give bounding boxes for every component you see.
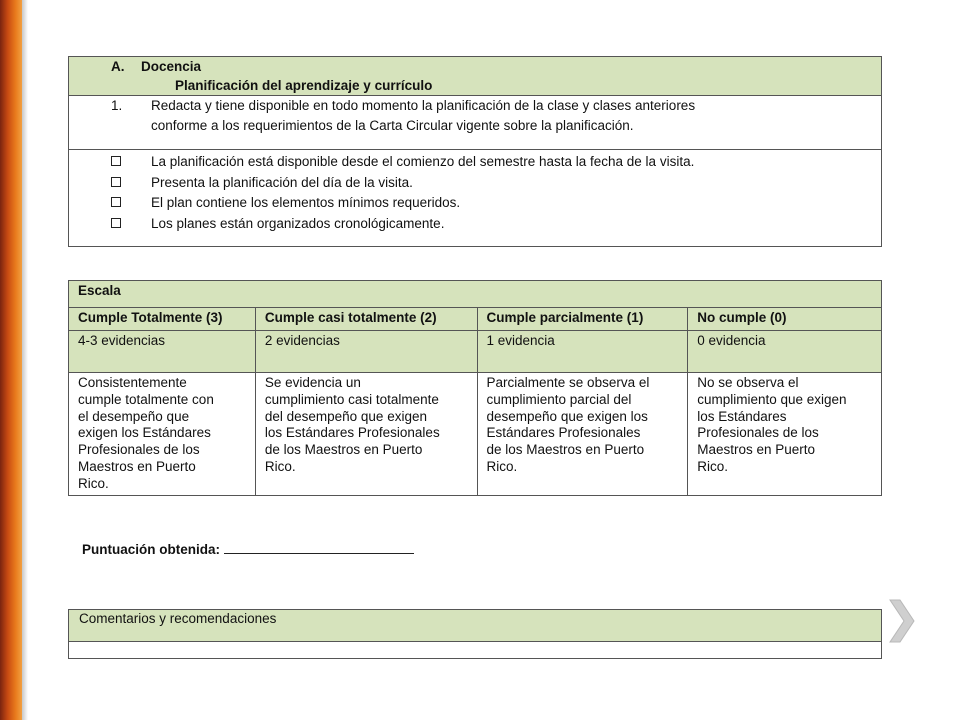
checklist-item: Presenta la planificación del día de la visita.: [151, 174, 413, 190]
description-cell: [255, 373, 477, 496]
description-line: los Estándares Profesionales: [264, 425, 440, 441]
checklist-cell: [69, 150, 882, 247]
section-letter: A.: [111, 59, 125, 74]
description-line: exigen los Estándares: [78, 425, 211, 441]
description-line: Maestros en Puerto: [697, 442, 816, 458]
description-line: Rico.: [486, 458, 518, 474]
description-line: cumplimiento casi totalmente: [264, 391, 439, 407]
section-header: [69, 57, 882, 96]
comments-label: Comentarios y recomendaciones: [69, 610, 882, 642]
side-bar-shadow: [22, 0, 28, 720]
description-line: cumplimiento parcial del: [486, 391, 632, 407]
description-line: cumple totalmente con: [78, 391, 214, 407]
description-line: Profesionales de los: [78, 442, 200, 458]
description-line: desempeño que exigen los: [486, 408, 648, 424]
section-title: Docencia: [141, 59, 202, 74]
description-line: Rico.: [78, 475, 109, 491]
checklist-item: La planificación está disponible desde el comienzo del semestre hasta la fecha de la visita.: [151, 154, 695, 169]
evidence-cell: 2 evidencias: [255, 331, 477, 373]
description-line: Maestros en Puerto: [78, 458, 196, 474]
checklist-item: Los planes están organizados cronológicamente.: [151, 215, 445, 231]
checklist-item: El plan contiene los elementos mínimos requeridos.: [151, 195, 461, 210]
score-blank-field[interactable]: [224, 541, 414, 554]
score-label: Puntuación obtenida:: [82, 542, 220, 557]
scale-header: No cumple (0): [688, 308, 882, 331]
description-line: el desempeño que: [78, 408, 190, 424]
evidence-cell: 0 evidencia: [688, 331, 882, 373]
description-line: Profesionales de los: [697, 425, 819, 441]
section-subtitle: Planificación del aprendizaje y currículo: [175, 78, 433, 93]
description-line: de los Maestros en Puerto: [486, 442, 645, 458]
decorative-side-bar: [0, 0, 22, 720]
scale-header: Cumple parcialmente (1): [477, 308, 688, 331]
score-line: [82, 541, 414, 557]
scale-header: Cumple Totalmente (3): [69, 308, 256, 331]
description-line: Parcialmente se observa el: [486, 375, 650, 390]
scale-title: Escala: [69, 281, 882, 308]
description-line: Se evidencia un: [264, 375, 361, 390]
chevron-right-icon[interactable]: [886, 596, 916, 646]
description-line: No se observa el: [697, 375, 799, 390]
description-line: cumplimiento que exigen: [697, 391, 847, 407]
evidence-cell: 4-3 evidencias: [69, 331, 256, 373]
description-line: Rico.: [697, 458, 728, 474]
description-cell: [477, 373, 688, 496]
comments-table: [68, 609, 882, 659]
scale-header: Cumple casi totalmente (2): [255, 308, 477, 331]
description-line: Estándares Profesionales: [486, 425, 641, 441]
description-line: los Estándares: [697, 408, 787, 424]
criterion-text-line-2: conforme a los requerimientos de la Carta Circular vigente sobre la planificación.: [151, 118, 634, 133]
docencia-table: [68, 56, 882, 247]
description-cell: [69, 373, 256, 496]
description-line: de los Maestros en Puerto: [264, 442, 423, 458]
description-line: del desempeño que exigen: [264, 408, 427, 424]
empty-checkbox-icon[interactable]: [111, 156, 121, 166]
scale-table: [68, 280, 882, 496]
description-line: Consistentemente: [78, 375, 187, 390]
empty-checkbox-icon[interactable]: [111, 197, 121, 207]
comments-field[interactable]: [69, 642, 882, 659]
criterion-number: 1.: [111, 98, 123, 113]
description-cell: [688, 373, 882, 496]
empty-checkbox-icon[interactable]: [111, 218, 121, 228]
evidence-cell: 1 evidencia: [477, 331, 688, 373]
description-line: Rico.: [264, 458, 296, 474]
empty-checkbox-icon[interactable]: [111, 177, 121, 187]
criterion-cell: [69, 96, 882, 150]
criterion-text-line-1: Redacta y tiene disponible en todo momento la planificación de la clase y clases anteriores: [151, 98, 696, 113]
